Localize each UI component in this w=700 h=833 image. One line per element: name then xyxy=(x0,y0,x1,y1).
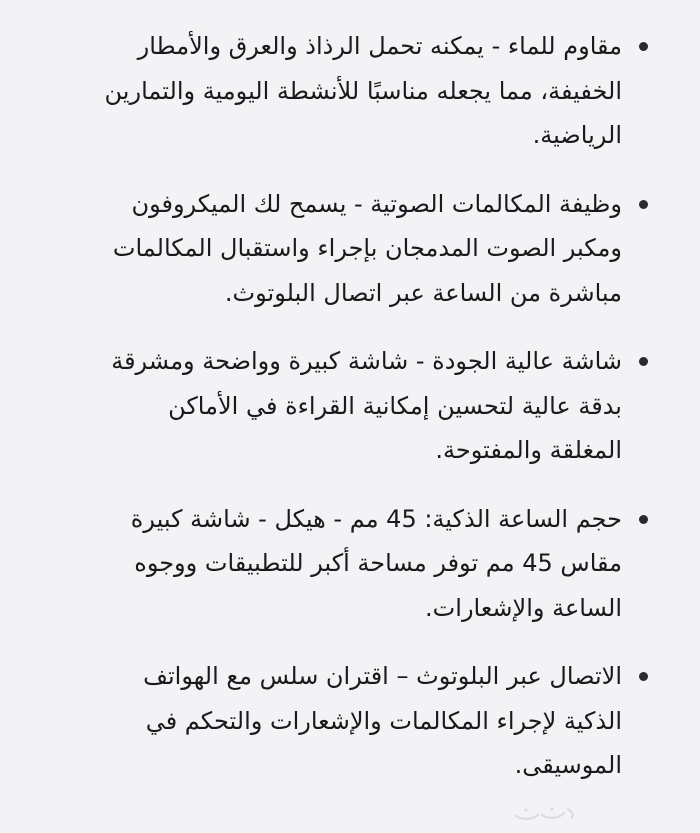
list-item: شاشة عالية الجودة - شاشة كبيرة وواضحة ومشرقة بدقة عالية لتحسين إمكانية القراءة في الأماكن المغلقة والمفتوحة. xyxy=(92,339,622,473)
list-item: حجم الساعة الذكية: 45 مم - هيكل - شاشة كبيرة مقاس 45 مم توفر مساحة أكبر للتطبيقات ووجوه الساعة والإشعارات. xyxy=(92,497,622,631)
list-item: مقاوم للماء - يمكنه تحمل الرذاذ والعرق والأمطار الخفيفة، مما يجعله مناسبًا للأنشطة اليومية والتمارين الرياضية. xyxy=(92,24,622,158)
haraj-watermark-logo xyxy=(512,803,578,823)
feature-list-container xyxy=(92,24,622,812)
feature-list xyxy=(92,24,622,788)
list-item: وظيفة المكالمات الصوتية - يسمح لك الميكروفون ومكبر الصوت المدمجان بإجراء واستقبال المكالمات مباشرة من الساعة عبر اتصال البلوتوث. xyxy=(92,182,622,316)
list-item: الاتصال عبر البلوتوث – اقتران سلس مع الهواتف الذكية لإجراء المكالمات والإشعارات والتحكم في الموسيقى. xyxy=(92,654,622,788)
